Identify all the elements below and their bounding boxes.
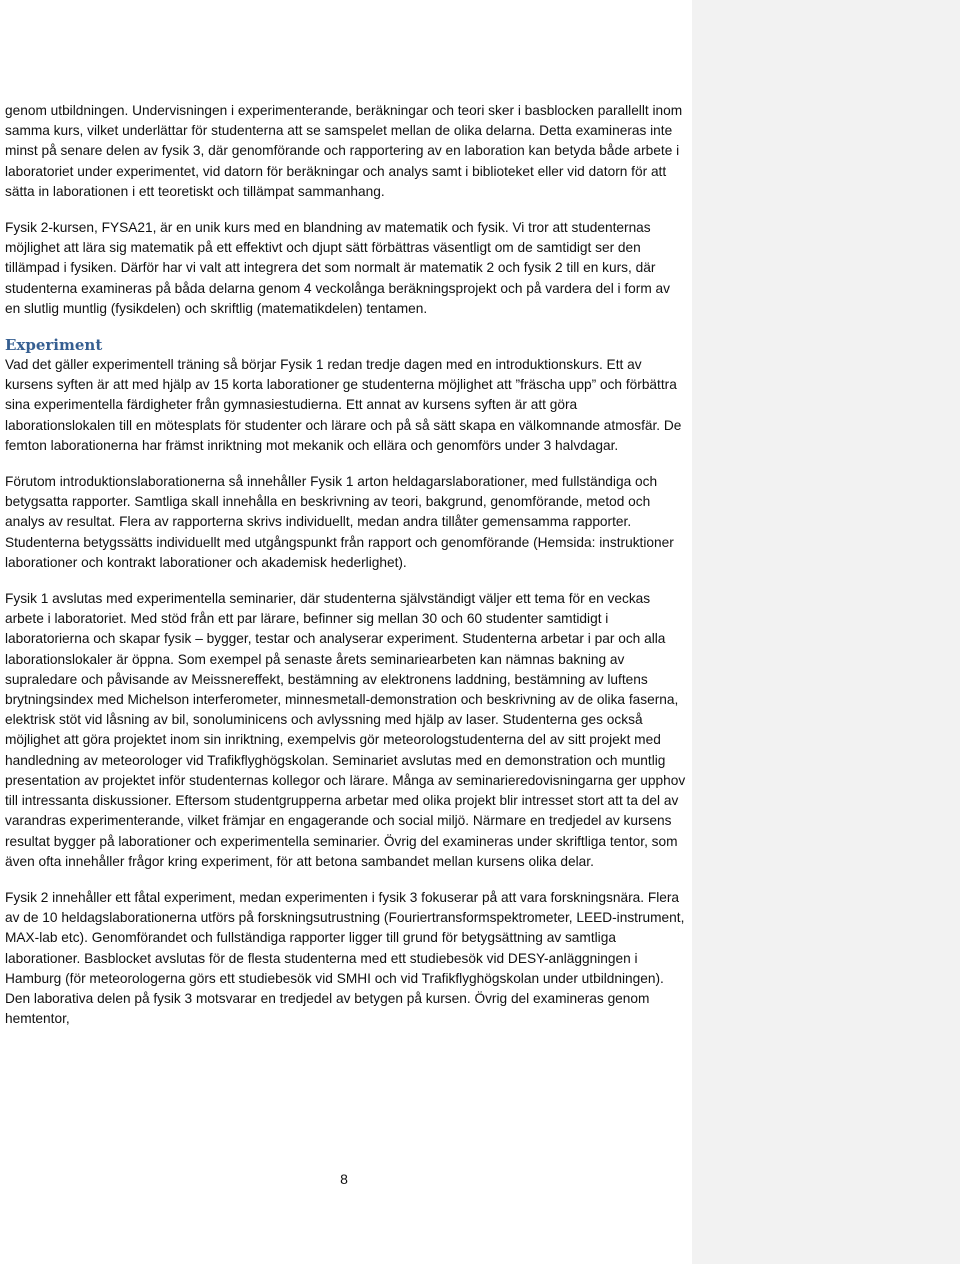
paragraph-experiment-3: Fysik 1 avslutas med experimentella seminarier, där studenterna självständigt väljer ett tema för en veckas arbete i laboratoriet. Med stöd från ett par lärare, befinner sig mellan 30 och 60 studenter samtidigt i laboratorierna och skapar fysik – bygger, testar och analyserar experiment. Studenterna arbetar i par och alla laborationslokaler är öppna. Som exempel på senaste årets seminariearbeten kan nämnas bakning av supraledare och påvisande av Meissnereffekt, bestämning av elektronens laddning, bestämning av luftens brytningsindex med Michelson interferometer, minnesmetall-demonstration och beskrivning av de olika faserna, elektrisk stöt vid låsning av bil, sonoluminicens och avlyssning med hjälp av laser. Studenterna ges också möjlighet att göra projektet inom sin inriktning, exempelvis gör meteorologstudenterna del av sitt projekt med handledning av meteorologer vid Trafikflyghögskolan. Seminariet avslutas med en demonstration och muntlig presentation av projektet inför studenternas kollegor och lärare. Många av seminarieredovisningarna ger upphov till intressanta diskussioner. Eftersom studentgrupperna arbetar med olika projekt blir intresset stort att ta del av varandras experimenterande, vilket främjar en engagerande och social miljö. Närmare en tredjedel av kursens resultat bygger på laborationer och experimentella seminarier. Övrig del examineras under skriftliga tentor, som även ofta innehåller frågor kring experiment, för att betona sambandet mellan kursens olika delar. — [5, 591, 686, 869]
paragraph-experiment-2: Förutom introduktionslaborationerna så innehåller Fysik 1 arton heldagarslaborationer, med fullständiga och betygsatta rapporter. Samtliga skall innehålla en beskrivning av teori, bakgrund, genomförande, metod och analys av resultat. Flera av rapporterna skrivs individuellt, medan andra tillåter gemensamma rapporter. Studenterna betygssätts individuellt med utgångspunkt från rapport och genomförande (Hemsida: instruktioner laborationer och kontrakt laborationer och akademisk hederlighet). — [5, 474, 674, 570]
paragraph-experiment-4: Fysik 2 innehåller ett fåtal experiment, medan experimenten i fysik 3 fokuserar på att vara forskningsnära. Flera av de 10 heldagslaborationerna utförs på forskningsutrustning (Fouriertransformspektrometer, LEED-instrument, MAX-lab etc). Genomförandet och fullständiga rapporter ligger till grund för betygsättning av samtliga laborationer. Basblocket avslutas för de flesta studenterna med ett studiebesök vid DESY-anläggningen i Hamburg (för meteorologerna görs ett studiebesök vid SMHI och vid Trafikflyghögskolan under utbildningen). Den laborativa delen på fysik 3 motsvarar en tredjedel av betygen på kursen. Övrig del examineras genom hemtentor, — [5, 889, 685, 1027]
page-number: 8 — [340, 1171, 348, 1187]
paragraph-intro-1: genom utbildningen. Undervisningen i experimenterande, beräkningar och teori sker i basblocken parallellt inom samma kurs, vilket underlättar för studenterna att se samspelet mellan de olika delarna. Detta examineras inte minst på senare delen av fysik 3, där genomförande och rapportering av en laboration kan betyda både arbete i laboratoriet under experimentet, vid datorn för beräkningar och analys samt i biblioteket eller vid datorn för att sätta in laborationen i ett teoretiskt och tillämpat sammanhang. — [5, 103, 683, 199]
comment-margin-pane — [692, 0, 960, 1264]
paragraph-experiment-1: Vad det gäller experimentell träning så börjar Fysik 1 redan tredje dagen med en introduktionskurs. Ett av kursens syften är att med hjälp av 15 korta laborationer ge studenterna möjlighet att ”fräscha upp” och förbättra sina experimentella färdigheter från gymnasiestudierna. Ett annat av kursens syften är att göra laborationslokalen till en mötesplats för studenter och lärare och på så sätt skapa en välkomnande atmosfär. De femton laborationerna har främst inriktning mot mekanik och ellära och genomförs under 3 halvdagar. — [5, 357, 682, 453]
paragraph-intro-2: Fysik 2-kursen, FYSA21, är en unik kurs med en blandning av matematik och fysik. Vi tror att studenternas möjlighet att lära sig matematik på ett effektivt och djupt sätt förbättras väsentligt om de samtidigt ser den tillämpad i fysiken. Därför har vi valt att integrera det som normalt är matematik 2 och fysik 2 till en kurs, där studenterna examineras på båda delarna genom 4 veckolånga beräkningsprojekt och på vardera del i form av en slutlig muntlig (fysikdelen) och skriftlig (matematikdelen) tentamen. — [5, 220, 671, 316]
body-text — [5, 101, 688, 1045]
section-heading-experiment: Experiment — [5, 336, 103, 355]
